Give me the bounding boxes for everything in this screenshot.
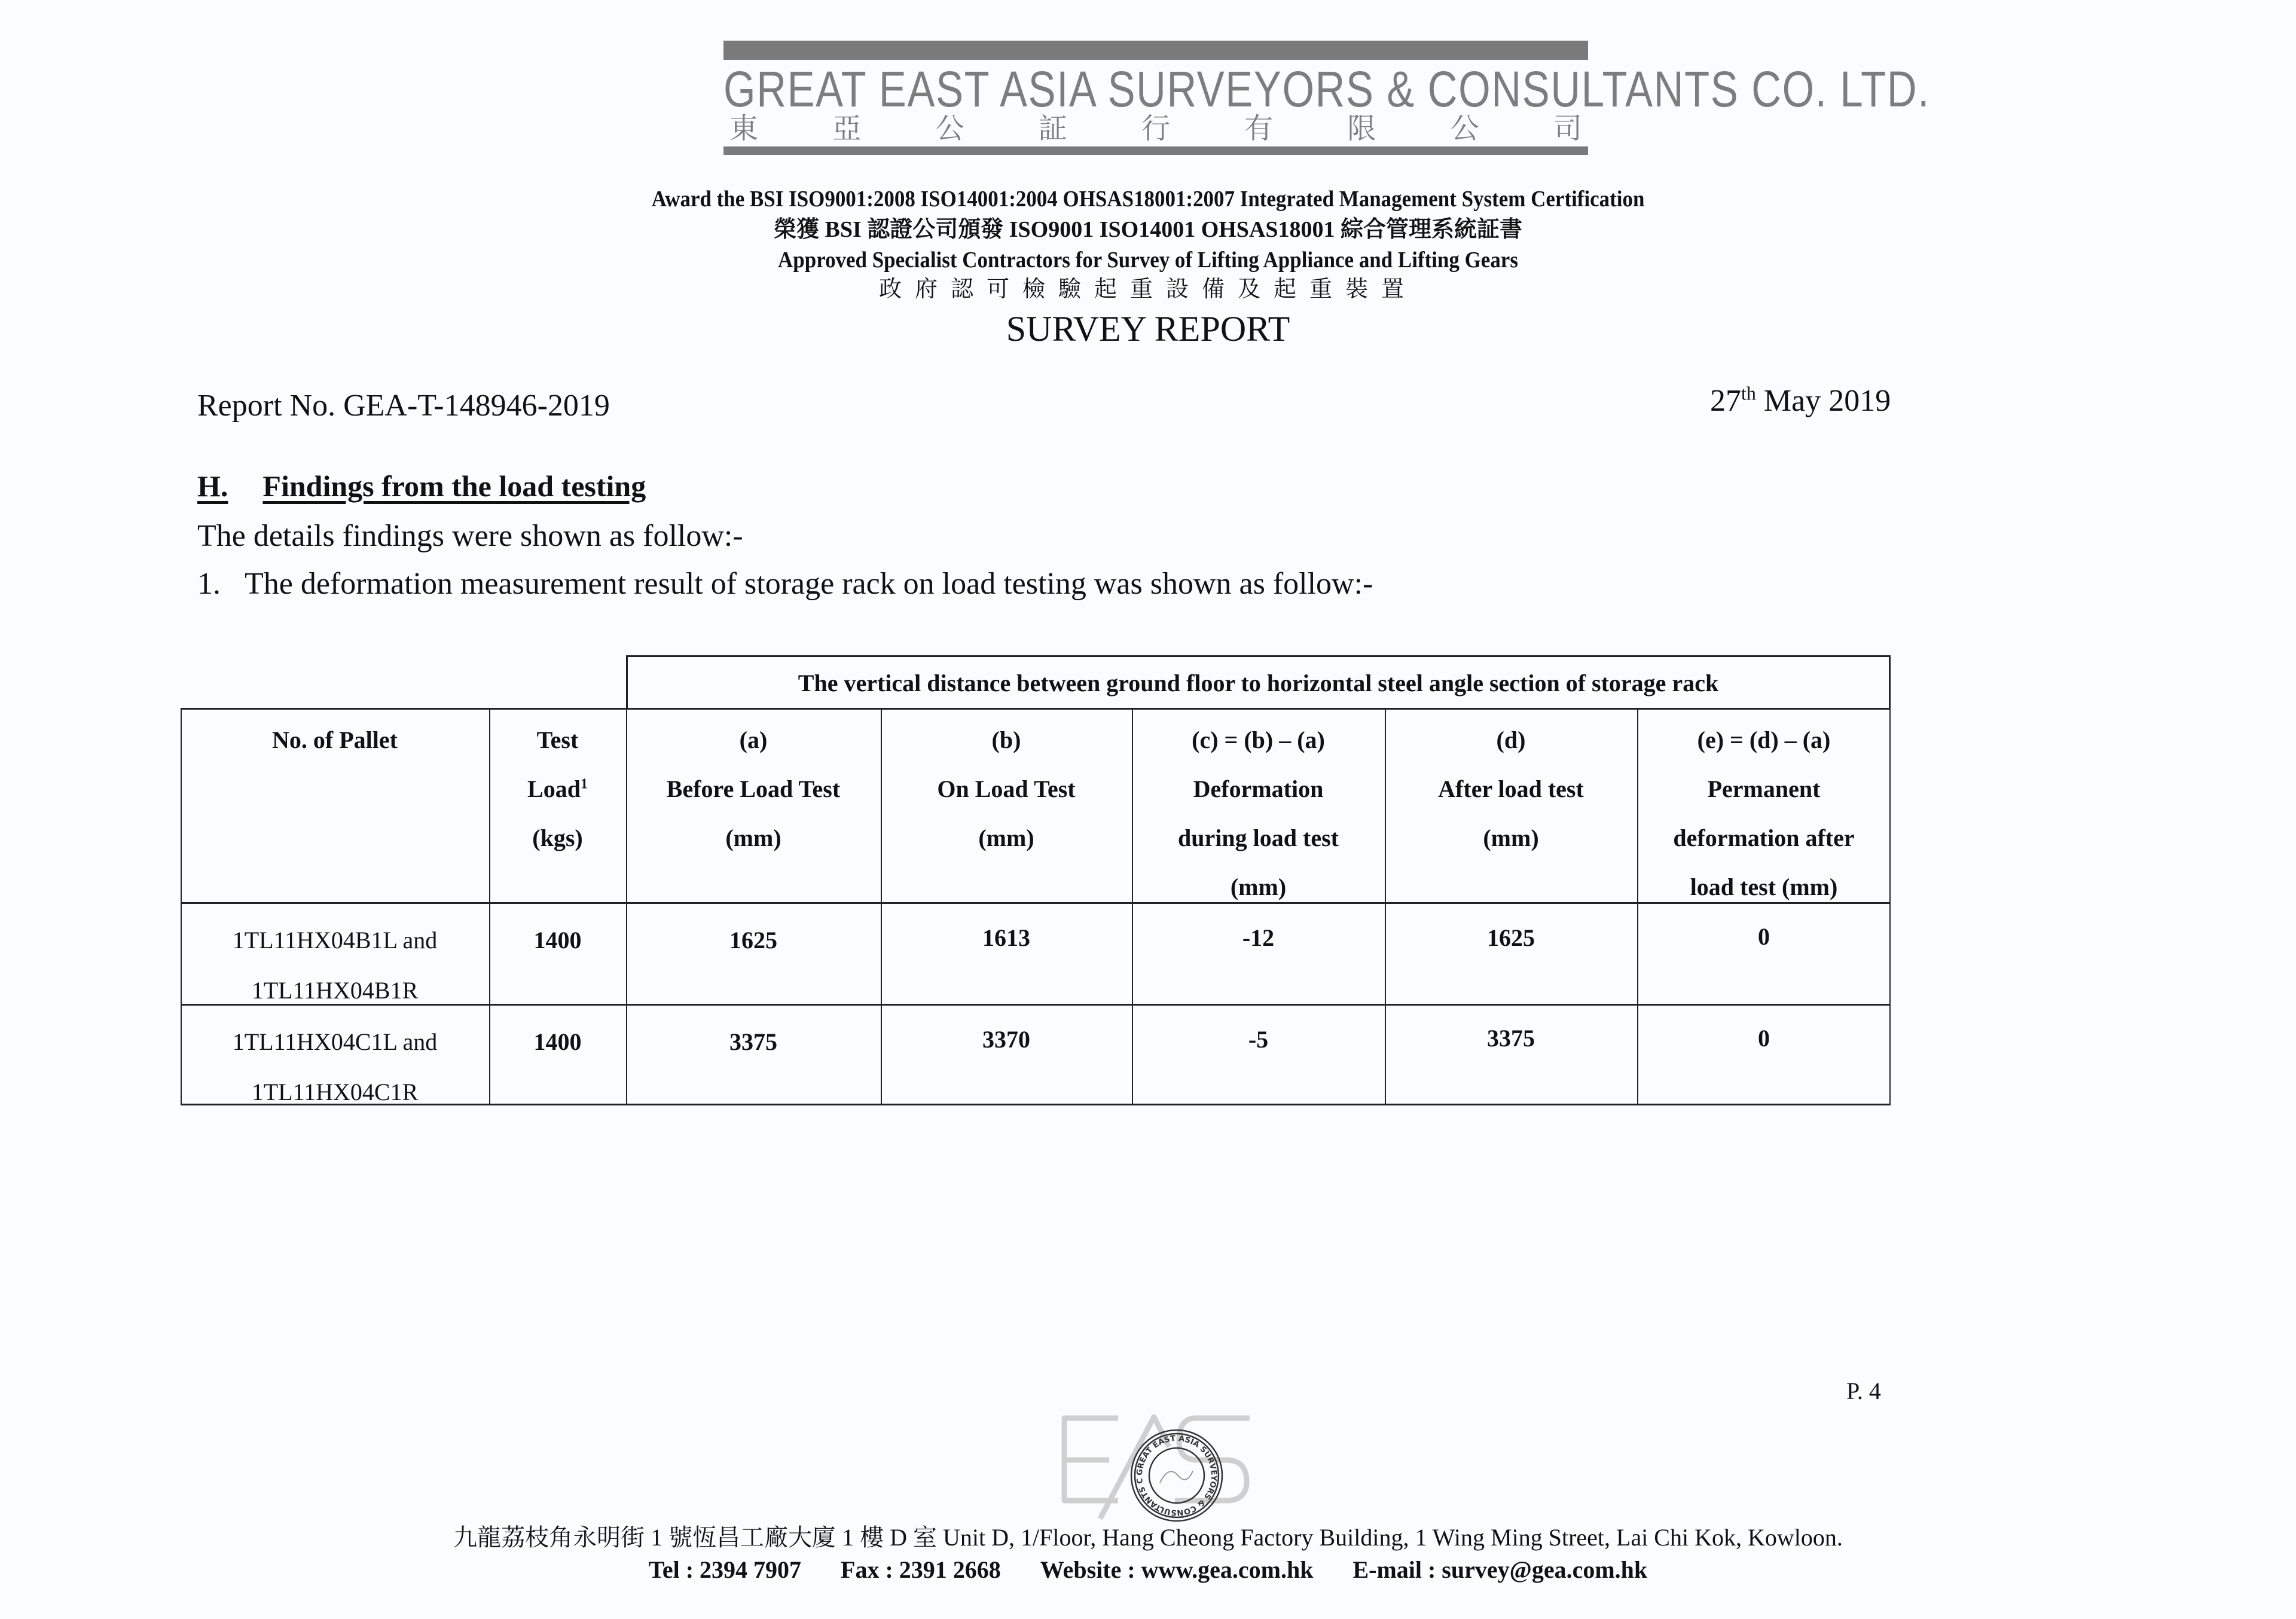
cell-value: -12 <box>1242 924 1275 951</box>
header-line: (mm) <box>978 824 1034 851</box>
header-line: (mm) <box>725 824 781 851</box>
section-letter: H. <box>197 469 228 503</box>
header-line: deformation after <box>1673 824 1855 851</box>
header-line: Deformation <box>1193 775 1324 802</box>
company-zh-char: 有 <box>1244 112 1274 145</box>
company-zh-char: 証 <box>1038 112 1067 145</box>
company-zh-char: 公 <box>935 112 964 145</box>
header-line: No. of Pallet <box>272 726 398 753</box>
cell-value: 1613 <box>982 924 1030 951</box>
eas-logo-stamp-icon <box>1046 1405 1262 1525</box>
header-line: Test <box>536 726 579 753</box>
header-line: during load test <box>1178 824 1339 851</box>
cell-value: -5 <box>1248 1026 1269 1053</box>
cell-permanent <box>1637 900 1891 963</box>
page-number: P. 4 <box>1846 1377 1881 1404</box>
date-suffix: th <box>1741 382 1756 404</box>
footer-fax: Fax : 2391 2668 <box>841 1556 1001 1583</box>
list-item-number: 1. <box>197 567 221 601</box>
cell-value: 3370 <box>982 1026 1030 1053</box>
footnote-mark: 1 <box>580 776 588 792</box>
company-zh-char: 東 <box>729 112 759 145</box>
company-name-zh <box>723 112 1588 145</box>
cell-before <box>626 1006 881 1068</box>
column-header-before <box>626 710 881 863</box>
approved-line-zh: 政府認可檢驗起重設備及起重裝置 <box>878 277 1417 302</box>
company-name-en: GREAT EAST ASIA SURVEYORS & CONSULTANTS CO. LTD. <box>723 61 1931 117</box>
company-zh-char: 司 <box>1553 112 1582 145</box>
column-header-permanent <box>1637 710 1891 912</box>
company-logo-watermark <box>1046 1405 1262 1525</box>
footer-website[interactable]: Website : www.gea.com.hk <box>1040 1556 1314 1583</box>
header-line-text: Load <box>527 775 581 802</box>
section-heading <box>197 468 646 504</box>
letterhead-top-bar <box>723 41 1588 60</box>
pallet-line: 1TL11HX04C1R <box>251 1079 419 1105</box>
header-line: (b) <box>991 726 1021 753</box>
cell-value: 0 <box>1758 1025 1770 1052</box>
footer-address: 九龍荔枝角永明街 1 號恆昌工廠大廈 1 樓 D 室 Unit D, 1/Floor, Hang Cheong Factory Building, 1 Wing Ming Street, Lai Chi Kok, Kowloon. <box>453 1524 1843 1551</box>
cell-value: 1625 <box>729 927 777 954</box>
header-line: (a) <box>739 726 768 753</box>
header-line: load test (mm) <box>1690 873 1838 900</box>
approved-line: Approved Specialist Contractors for Survey of Lifting Appliance and Lifting Gears <box>778 248 1518 273</box>
report-number: Report No. GEA-T-148946-2019 <box>197 389 610 423</box>
award-line: Award the BSI ISO9001:2008 ISO14001:2004 OHSAS18001:2007 Integrated Management System Certification <box>651 187 1645 212</box>
column-header-pallet <box>181 710 489 765</box>
cell-pallet <box>181 904 489 1016</box>
cell-on-load <box>881 1003 1132 1065</box>
cell-after <box>1385 902 1637 964</box>
cell-after <box>1385 1002 1637 1064</box>
list-item-text: The deformation measurement result of storage rack on load testing was shown as follow:- <box>245 567 1373 601</box>
cell-pallet <box>181 1006 489 1118</box>
pallet-line: 1TL11HX04C1L and <box>232 1028 438 1055</box>
date-rest: May 2019 <box>1755 384 1891 418</box>
letterhead-bottom-bar <box>723 146 1588 155</box>
cell-value: 1400 <box>533 927 582 954</box>
company-zh-char: 行 <box>1141 112 1170 145</box>
footer-tel: Tel : 2394 7907 <box>648 1556 802 1583</box>
cell-deformation <box>1132 1003 1385 1065</box>
column-header-deformation <box>1132 710 1385 912</box>
header-line: On Load Test <box>937 775 1076 802</box>
cell-test-load <box>489 904 626 966</box>
header-line <box>489 765 626 814</box>
award-line-zh: 榮獲 BSI 認證公司頒發 ISO9001 ISO14001 OHSAS18001 綜合管理系統証書 <box>773 217 1523 242</box>
company-zh-char: 限 <box>1347 112 1376 145</box>
cell-test-load <box>489 1006 626 1068</box>
cell-value: 3375 <box>729 1028 777 1055</box>
footer-email[interactable]: E-mail : survey@gea.com.hk <box>1352 1556 1648 1583</box>
header-line: (e) = (d) – (a) <box>1697 726 1831 753</box>
header-line: Before Load Test <box>666 775 841 802</box>
pallet-line: 1TL11HX04B1L and <box>232 927 438 954</box>
company-zh-char: 亞 <box>832 112 862 145</box>
cell-value: 1400 <box>533 1028 582 1055</box>
header-line: After load test <box>1438 775 1584 802</box>
header-line: (kgs) <box>532 824 583 851</box>
cell-value: 3375 <box>1487 1025 1535 1052</box>
header-line: Permanent <box>1707 775 1821 802</box>
stamp-text: GREAT EAST ASIA SURVEYORS & CONSULTANTS C <box>1135 1434 1219 1517</box>
footer-contact <box>0 1556 2296 1584</box>
cell-value: 1625 <box>1487 924 1535 951</box>
date-day: 27 <box>1710 384 1741 418</box>
list-item <box>197 566 1373 603</box>
cell-value: 0 <box>1758 923 1770 950</box>
cell-deformation <box>1132 902 1385 964</box>
header-line: (mm) <box>1230 873 1287 900</box>
report-date <box>1710 383 1891 420</box>
header-line: (c) = (b) – (a) <box>1192 726 1325 753</box>
cell-permanent <box>1637 1002 1891 1064</box>
header-line: (mm) <box>1483 824 1539 851</box>
pallet-line: 1TL11HX04B1R <box>251 977 419 1004</box>
table-span-header: The vertical distance between ground floor to horizontal steel angle section of storage rack <box>626 655 1891 708</box>
page-title: SURVEY REPORT <box>1006 309 1290 349</box>
header-line: (d) <box>1496 726 1526 753</box>
cell-before <box>626 904 881 966</box>
column-header-on-load <box>881 710 1132 863</box>
intro-text: The details findings were shown as follow:- <box>197 519 743 553</box>
column-header-test-load <box>489 710 626 863</box>
column-header-after <box>1385 710 1637 863</box>
cell-on-load <box>881 902 1132 964</box>
company-zh-char: 公 <box>1450 112 1479 145</box>
section-title: Findings from the load testing <box>262 469 646 503</box>
